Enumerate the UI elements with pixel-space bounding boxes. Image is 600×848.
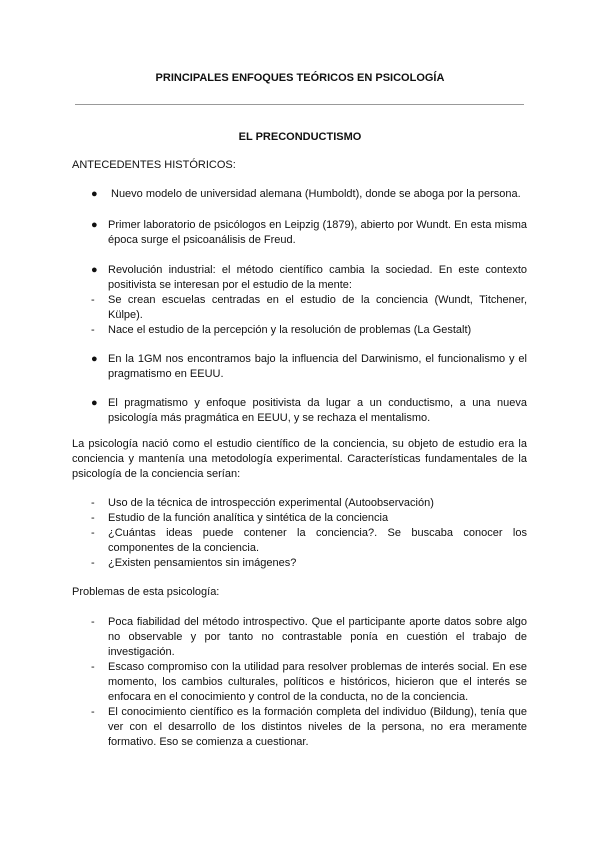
divider: [75, 104, 524, 105]
dash-icon: -: [91, 512, 95, 524]
list-item-text: En la 1GM nos encontramos bajo la influencia del Darwinismo, el funcionalismo y el pragmatismo en EEUU.: [108, 353, 527, 380]
list-item-text: El pragmatismo y enfoque positivista da lugar a un conductismo, a una nueva psicología más pragmática en EEUU, y se rechaza el mentalismo.: [108, 397, 527, 424]
list-item: [91, 218, 527, 248]
list-item: [91, 556, 527, 571]
list-item: [91, 396, 527, 426]
list-item: [91, 187, 530, 202]
dash-icon: -: [91, 661, 95, 673]
list-item: [91, 705, 527, 750]
list-item-text: Escaso compromiso con la utilidad para resolver problemas de interés social. En ese momento, los cambios culturales, políticos e históricos, hicieron que el interés se enfocara en el conocimiento y control de la conducta, no de la conciencia.: [108, 661, 527, 703]
section-title: EL PRECONDUCTISMO: [238, 131, 362, 143]
list-item-text: El conocimiento científico es la formación completa del individuo (Bildung), tenía que ver con el desarrollo de los distintos niveles de la persona, no era meramente formativo. Eso se comienza a cuestionar.: [108, 706, 527, 748]
list-item: [91, 352, 527, 382]
list-item: [91, 660, 527, 705]
bullet-icon: ●: [91, 219, 98, 231]
list-item-text: Revolución industrial: el método científico cambia la sociedad. En este contexto positivista se interesan por el estudio de la mente:: [108, 264, 527, 291]
antecedentes-heading: ANTECEDENTES HISTÓRICOS:: [72, 159, 236, 171]
list-item-text: ¿Cuántas ideas puede contener la conciencia?. Se buscaba conocer los componentes de la conciencia.: [108, 527, 527, 554]
bullet-icon: ●: [91, 353, 98, 365]
dash-icon: -: [91, 527, 95, 539]
list-item-text: Primer laboratorio de psicólogos en Leipzig (1879), abierto por Wundt. En esta misma época surge el psicoanálisis de Freud.: [108, 219, 527, 246]
dash-icon: -: [91, 497, 95, 509]
list-item-text: Se crean escuelas centradas en el estudio de la conciencia (Wundt, Titchener, Külpe).: [108, 294, 527, 321]
list-item: [91, 496, 527, 511]
dash-icon: -: [91, 294, 95, 306]
dash-icon: -: [91, 706, 95, 718]
list-item: [91, 511, 527, 526]
problemas-heading: Problemas de esta psicología:: [72, 586, 220, 598]
bullet-icon: ●: [91, 264, 98, 276]
list-item: [91, 615, 527, 660]
list-item: [91, 323, 527, 338]
list-item-text: ¿Existen pensamientos sin imágenes?: [108, 557, 297, 569]
dash-icon: -: [91, 616, 95, 628]
list-item-text: Estudio de la función analítica y sintética de la conciencia: [108, 512, 389, 524]
list-item-text: Nuevo modelo de universidad alemana (Humboldt), donde se aboga por la persona.: [111, 188, 521, 200]
list-item-text: Nace el estudio de la percepción y la resolución de problemas (La Gestalt): [108, 324, 472, 336]
list-item-text: Uso de la técnica de introspección experimental (Autoobservación): [108, 497, 434, 509]
dash-icon: -: [91, 557, 95, 569]
list-item: [91, 526, 527, 556]
paragraph: La psicología nació como el estudio científico de la conciencia, su objeto de estudio era la conciencia y mantenía una metodología experimental. Características fundamentales de la psicología de la conciencia serían:: [72, 438, 527, 480]
list-item-text: Poca fiabilidad del método introspectivo. Que el participante aporte datos sobre algo no observable y por tanto no contrastable ponía en cuestión el trabajo de investigación.: [108, 616, 527, 658]
list-item: [91, 263, 527, 293]
dash-icon: -: [91, 324, 95, 336]
document-title: PRINCIPALES ENFOQUES TEÓRICOS EN PSICOLOGÍA: [155, 72, 445, 84]
bullet-icon: ●: [91, 397, 98, 409]
bullet-icon: ●: [91, 188, 98, 200]
list-item: [91, 293, 527, 323]
